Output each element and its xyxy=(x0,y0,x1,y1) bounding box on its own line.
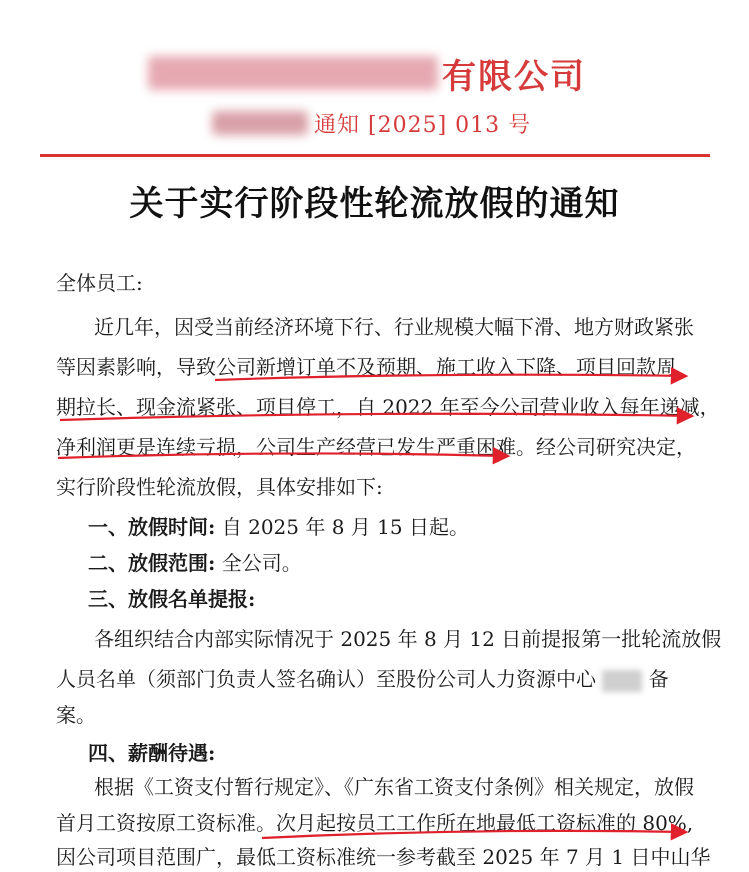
paragraph3-line2 xyxy=(56,664,669,694)
item4-label: 四、薪酬待遇: xyxy=(88,741,216,765)
document-number xyxy=(212,106,531,140)
header-red-rule xyxy=(40,154,710,157)
paragraph1-line5: 实行阶段性轮流放假，具体安排如下: xyxy=(56,475,383,499)
paragraph4-line3: 因公司项目范围广，最低工资标准统一参考截至 2025 年 7 月 1 日中山华 xyxy=(56,845,711,869)
paragraph1-line3: 期拉长、现金流紧张、项目停工，自 2022 年至今公司营业收入每年递减， xyxy=(56,395,720,419)
paragraph1-line2: 等因素影响，导致公司新增订单不及预期、施工收入下降、项目回款周 xyxy=(56,355,676,379)
paragraph4-line1: 根据《工资支付暂行规定》、《广东省工资支付条例》相关规定，放假 xyxy=(94,775,694,799)
item1 xyxy=(88,512,469,542)
item2-text: 全公司。 xyxy=(221,551,302,575)
paragraph3-line3: 案。 xyxy=(56,703,96,727)
company-suffix: 有限公司 xyxy=(442,56,586,97)
paragraph1-line4: 净利润更是连续亏损，公司生产经营已发生严重困难。经公司研究决定， xyxy=(56,435,696,459)
item2 xyxy=(88,548,302,578)
company-name xyxy=(148,48,586,98)
notice-title: 关于实行阶段性轮流放假的通知 xyxy=(129,184,620,224)
item2-label: 二、放假范围: xyxy=(88,551,216,575)
item1-label: 一、放假时间: xyxy=(88,515,216,539)
redacted-company-name xyxy=(148,56,438,90)
paragraph1-line1: 近几年，因受当前经济环境下行、行业规模大幅下滑、地方财政紧张 xyxy=(94,315,694,339)
paragraph3-line1: 各组织结合内部实际情况于 2025 年 8 月 12 日前提报第一批轮流放假 xyxy=(94,627,722,651)
item3-label: 三、放假名单提报: xyxy=(88,587,256,611)
document-number-text: 通知 [2025] 013 号 xyxy=(314,112,532,138)
paragraph3-line2-tail: 备 xyxy=(648,667,669,691)
paragraph3-line2-text: 人员名单（须部门负责人签名确认）至股份公司人力资源中心 xyxy=(56,667,596,691)
redacted-doc-prefix xyxy=(212,111,308,135)
paragraph4-line2: 首月工资按原工资标准。次月起按员工工作所在地最低工资标准的 80%, xyxy=(56,811,694,835)
item1-text: 自 2025 年 8 月 15 日起。 xyxy=(221,515,469,539)
salutation: 全体员工: xyxy=(56,271,143,295)
redacted-inline-text xyxy=(602,670,642,692)
